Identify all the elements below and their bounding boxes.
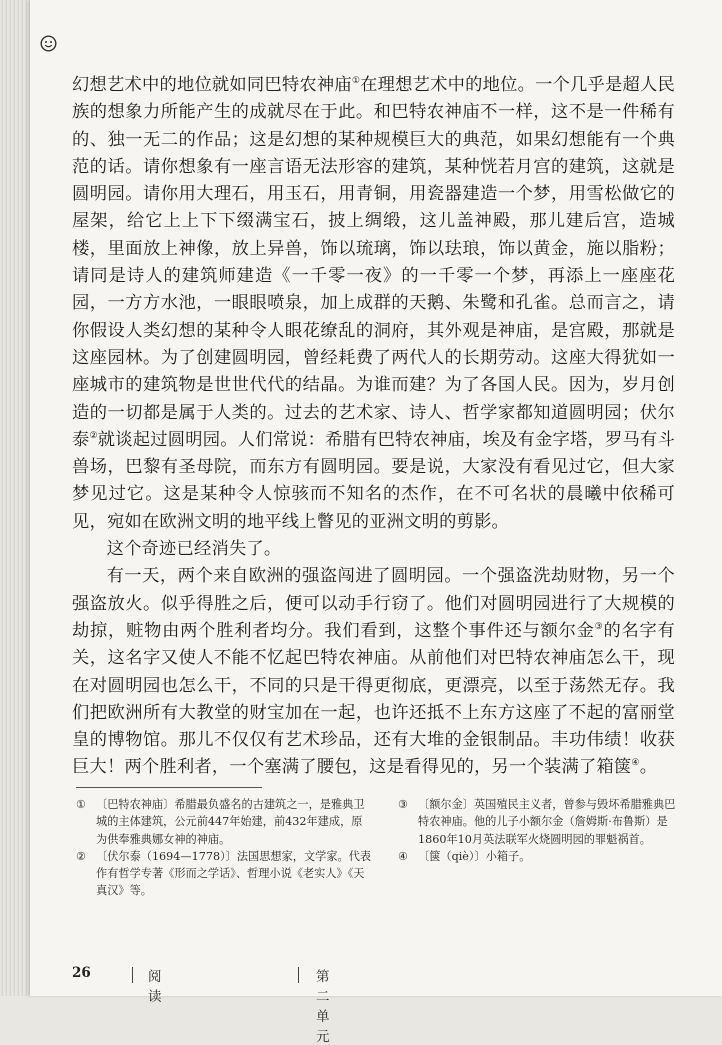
footnote: ① 〔巴特农神庙〕希腊最负盛名的古建筑之一，是雅典卫城的主体建筑，公元前447年始建，前432年建成，原为供奉雅典娜女神的神庙。 (76, 798, 365, 846)
footnote-divider (76, 787, 262, 788)
unit-label: 第二单元 (316, 969, 330, 1045)
footnote: ④ 〔箧（qiè）〕小箱子。 (398, 849, 531, 863)
smiley-icon (40, 35, 57, 52)
footnotes-right (398, 796, 680, 865)
footer-divider (298, 967, 299, 983)
page-number: 26 (72, 965, 91, 981)
footnote-ref: ① (351, 76, 361, 87)
footnote-ref: ② (89, 431, 98, 442)
footnotes-left (76, 796, 372, 900)
footer-divider (132, 967, 133, 983)
footnote: ② 〔伏尔泰（1694—1778）〕法国思想家，文学家。代表作有哲学专著《形而之学话》、哲理小说《老实人》《天真汉》等。 (76, 849, 372, 898)
paragraph: 这个奇迹已经消失了。 (106, 539, 282, 560)
footnote-ref: ③ (594, 622, 604, 633)
book-page-edges (0, 0, 34, 996)
footnote: ③ 〔额尔金〕英国殖民主义者，曾参与毁坏希腊雅典巴特农神庙。他的儿子小额尔金（詹姆斯·布鲁斯）是1860年10月英法联军火烧圆明园的罪魁祸首。 (398, 798, 676, 846)
section-label: 阅读 (148, 969, 167, 1005)
paragraph: 幻想艺术中的地位就如同巴特农神庙①在理想艺术中的地位。一个几乎是超人民族的想象力所能产生的成就尽在于此。和巴特农神庙不一样，这不是一件稀有的、独一无二的作品；这是幻想的某种规模巨大的典范，如果幻想能有一个典范的话。请你想象有一座言语无法形容的建筑，某种恍若月宫的建筑，这就是圆明园。请你用大理石，用玉石，用青铜，用瓷器建造一个梦，用雪松做它的屋架，给它上上下下缀满宝石，披上绸缎，这儿盖神殿，那儿建后宫，造城楼，里面放上神像，放上异兽，饰以琉璃，饰以珐琅，饰以黄金，施以脂粉；请同是诗人的建筑师建造《一千零一夜》的一千零一个梦，再添上一座座花园，一方方水池，一眼眼喷泉，加上成群的天鹅、朱鹭和孔雀。总而言之，请你假设人类幻想的某种令人眼花缭乱的洞府，其外观是神庙，是宫殿，那就是这座园林。为了创建圆明园，曾经耗费了两代人的长期劳动。这座大得犹如一座城市的建筑物是世世代代的结晶。为谁而建？为了各国人民。因为，岁月创造的一切都是属于人类的。过去的艺术家、诗人、哲学家都知道圆明园；伏尔泰②就谈起过圆明园。人们常说：希腊有巴特农神庙，埃及有金字塔，罗马有斗兽场，巴黎有圣母院，而东方有圆明园。要是说，大家没有看见过它，但大家梦见过它。这是某种令人惊骇而不知名的杰作，在不可名状的晨曦中依稀可见，宛如在欧洲文明的地平线上瞥见的亚洲文明的剪影。 (72, 75, 675, 532)
footnote-ref: ④ (631, 758, 640, 769)
paragraph: 有一天，两个来自欧洲的强盗闯进了圆明园。一个强盗洗劫财物，另一个强盗放火。似乎得胜之后，便可以动手行窃了。他们对圆明园进行了大规模的劫掠，赃物由两个胜利者均分。我们看到，这整个事件还与额尔金③的名字有关，这名字又使人不能不忆起巴特农神庙。从前他们对巴特农神庙怎么干，现在对圆明园也怎么干，不同的只是干得更彻底，更漂亮，以至于荡然无存。我们把欧洲所有大教堂的财宝加在一起，也许还抵不上东方这座了不起的富丽堂皇的博物馆。那儿不仅仅有艺术珍品，还有大堆的金银制品。丰功伟绩！收获巨大！两个胜利者，一个塞满了腰包，这是看得见的，另一个装满了箱箧④。 (72, 566, 675, 778)
main-text (72, 72, 675, 782)
